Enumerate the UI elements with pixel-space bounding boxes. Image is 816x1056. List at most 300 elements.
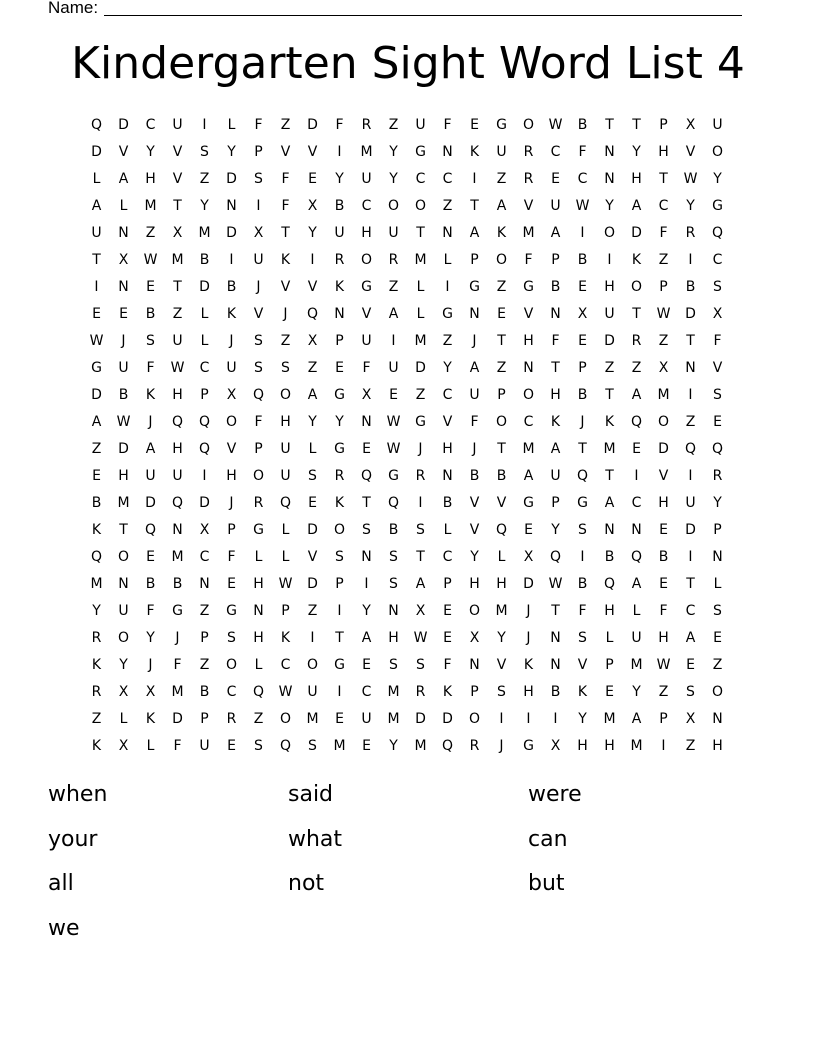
grid-letter: S	[254, 738, 263, 754]
grid-letter: R	[685, 225, 696, 241]
grid-letter: M	[603, 711, 616, 727]
grid-letter: U	[550, 468, 561, 484]
grid-letter: F	[659, 603, 668, 619]
grid-letter: A	[415, 576, 426, 592]
grid-letter: L	[119, 198, 128, 214]
grid-letter: Z	[685, 414, 696, 430]
grid-letter: I	[688, 549, 693, 565]
grid-letter: N	[442, 144, 453, 160]
grid-letter: F	[524, 252, 533, 268]
grid-letter: I	[391, 333, 396, 349]
grid-letter: D	[307, 576, 318, 592]
grid-letter: Y	[362, 603, 371, 619]
grid-letter: N	[118, 279, 129, 295]
grid-letter: O	[225, 414, 238, 430]
grid-letter: Z	[658, 684, 669, 700]
grid-letter: O	[495, 252, 508, 268]
grid-letter: Q	[171, 495, 184, 511]
grid-letter: M	[360, 144, 373, 160]
grid-letter: V	[280, 144, 291, 160]
grid-letter: H	[388, 630, 399, 646]
grid-letter: V	[469, 495, 480, 511]
grid-letter: C	[199, 360, 210, 376]
grid-letter: F	[470, 414, 479, 430]
grid-letter: M	[144, 198, 157, 214]
grid-letter: T	[497, 333, 506, 349]
grid-letter: E	[659, 576, 668, 592]
grid-letter: E	[632, 441, 641, 457]
grid-letter: V	[118, 144, 129, 160]
grid-letter: Q	[711, 225, 724, 241]
grid-letter: W	[413, 630, 428, 646]
grid-letter: S	[146, 333, 155, 349]
grid-letter: V	[280, 279, 291, 295]
grid-letter: X	[469, 630, 480, 646]
grid-letter: J	[148, 657, 153, 673]
grid-letter: A	[631, 711, 642, 727]
grid-letter: H	[469, 576, 480, 592]
grid-letter: I	[229, 252, 234, 268]
grid-letter: S	[713, 279, 722, 295]
grid-letter: U	[172, 333, 183, 349]
grid-letter: M	[522, 225, 535, 241]
grid-letter: E	[308, 495, 317, 511]
grid-letter: U	[361, 333, 372, 349]
grid-letter: Y	[92, 603, 101, 619]
grid-letter: I	[688, 387, 693, 403]
grid-letter: T	[173, 198, 182, 214]
grid-letter: N	[550, 630, 561, 646]
grid-letter: U	[361, 171, 372, 187]
grid-letter: O	[414, 198, 427, 214]
word-list-item: we	[48, 915, 80, 941]
grid-letter: U	[280, 441, 291, 457]
grid-letter: E	[713, 414, 722, 430]
grid-letter: H	[253, 630, 264, 646]
grid-letter: D	[91, 144, 102, 160]
grid-letter: L	[146, 738, 155, 754]
grid-row	[83, 436, 731, 463]
grid-letter: E	[335, 711, 344, 727]
grid-letter: Z	[658, 333, 669, 349]
grid-letter: U	[388, 225, 399, 241]
grid-letter: U	[118, 603, 129, 619]
grid-letter: L	[308, 441, 317, 457]
grid-letter: S	[389, 657, 398, 673]
grid-letter: P	[470, 684, 479, 700]
grid-letter: P	[281, 603, 290, 619]
grid-letter: Q	[198, 441, 211, 457]
grid-letter: S	[254, 360, 263, 376]
grid-letter: X	[307, 333, 318, 349]
grid-letter: T	[605, 117, 614, 133]
grid-letter: E	[551, 171, 560, 187]
grid-letter: C	[712, 252, 723, 268]
grid-letter: K	[145, 387, 156, 403]
grid-letter: F	[254, 117, 263, 133]
grid-row	[83, 679, 731, 706]
grid-letter: I	[418, 495, 423, 511]
grid-letter: T	[686, 576, 695, 592]
grid-letter: Z	[496, 360, 507, 376]
grid-letter: L	[416, 279, 425, 295]
grid-letter: V	[685, 144, 696, 160]
grid-letter: Y	[335, 171, 344, 187]
grid-letter: R	[334, 468, 345, 484]
grid-letter: X	[226, 387, 237, 403]
grid-letter: K	[496, 225, 507, 241]
grid-letter: L	[254, 549, 263, 565]
grid-letter: E	[227, 576, 236, 592]
grid-letter: I	[688, 252, 693, 268]
grid-letter: Y	[308, 225, 317, 241]
grid-letter: Z	[496, 171, 507, 187]
grid-letter: P	[551, 495, 560, 511]
grid-letter: S	[713, 387, 722, 403]
grid-letter: M	[198, 225, 211, 241]
grid-letter: K	[604, 414, 615, 430]
grid-letter: K	[91, 738, 102, 754]
grid-letter: Y	[605, 198, 614, 214]
grid-letter: W	[656, 657, 671, 673]
grid-letter: I	[337, 603, 342, 619]
grid-letter: M	[630, 738, 643, 754]
grid-letter: Y	[470, 549, 479, 565]
grid-letter: I	[445, 279, 450, 295]
grid-letter: G	[361, 279, 372, 295]
grid-letter: G	[523, 279, 534, 295]
grid-letter: D	[685, 522, 696, 538]
grid-letter: B	[685, 279, 696, 295]
grid-letter: H	[712, 738, 723, 754]
grid-row	[83, 625, 731, 652]
grid-letter: Y	[389, 144, 398, 160]
grid-letter: W	[683, 171, 698, 187]
grid-letter: E	[659, 522, 668, 538]
grid-row	[83, 301, 731, 328]
grid-letter: O	[306, 657, 319, 673]
grid-letter: A	[631, 387, 642, 403]
grid-letter: G	[334, 657, 345, 673]
grid-letter: Z	[91, 711, 102, 727]
grid-letter: B	[226, 279, 237, 295]
grid-letter: Y	[686, 198, 695, 214]
grid-letter: V	[172, 171, 183, 187]
grid-letter: U	[712, 117, 723, 133]
grid-letter: W	[170, 360, 185, 376]
grid-letter: W	[656, 306, 671, 322]
grid-letter: Z	[712, 657, 723, 673]
grid-letter: P	[200, 630, 209, 646]
grid-letter: P	[578, 360, 587, 376]
grid-letter: M	[630, 657, 643, 673]
grid-letter: V	[307, 549, 318, 565]
grid-letter: U	[631, 630, 642, 646]
grid-letter: E	[146, 279, 155, 295]
grid-letter: X	[550, 738, 561, 754]
grid-letter: O	[333, 522, 346, 538]
grid-letter: P	[470, 252, 479, 268]
grid-letter: D	[118, 441, 129, 457]
grid-letter: D	[631, 225, 642, 241]
grid-letter: T	[470, 198, 479, 214]
grid-letter: S	[713, 603, 722, 619]
grid-letter: O	[495, 414, 508, 430]
grid-letter: I	[526, 711, 531, 727]
grid-letter: H	[361, 225, 372, 241]
grid-letter: O	[279, 711, 292, 727]
grid-letter: Z	[658, 252, 669, 268]
grid-letter: T	[92, 252, 101, 268]
grid-letter: E	[497, 306, 506, 322]
grid-letter: S	[227, 630, 236, 646]
grid-letter: Z	[172, 306, 183, 322]
grid-letter: O	[603, 225, 616, 241]
grid-letter: G	[415, 144, 426, 160]
grid-letter: Q	[549, 549, 562, 565]
grid-letter: P	[335, 576, 344, 592]
grid-letter: C	[550, 144, 561, 160]
grid-letter: O	[387, 198, 400, 214]
grid-letter: V	[307, 279, 318, 295]
grid-letter: A	[523, 468, 534, 484]
grid-letter: F	[551, 333, 560, 349]
grid-letter: P	[497, 387, 506, 403]
grid-letter: H	[118, 468, 129, 484]
grid-letter: W	[143, 252, 158, 268]
grid-letter: W	[278, 576, 293, 592]
grid-letter: E	[443, 603, 452, 619]
grid-letter: F	[281, 198, 290, 214]
grid-letter: Q	[171, 414, 184, 430]
grid-letter: M	[414, 333, 427, 349]
word-list-item: your	[48, 826, 98, 852]
grid-letter: V	[226, 441, 237, 457]
grid-letter: M	[495, 603, 508, 619]
grid-letter: S	[389, 549, 398, 565]
grid-letter: B	[388, 522, 399, 538]
grid-letter: C	[199, 549, 210, 565]
grid-letter: D	[415, 711, 426, 727]
grid-letter: Q	[603, 576, 616, 592]
grid-letter: B	[172, 576, 183, 592]
grid-letter: I	[553, 711, 558, 727]
grid-letter: D	[199, 495, 210, 511]
grid-letter: N	[199, 576, 210, 592]
grid-letter: Q	[630, 414, 643, 430]
grid-letter: U	[253, 252, 264, 268]
grid-letter: V	[496, 657, 507, 673]
grid-row	[83, 733, 731, 760]
grid-letter: O	[360, 252, 373, 268]
grid-letter: U	[415, 117, 426, 133]
word-list-item: said	[288, 782, 334, 807]
grid-letter: H	[550, 387, 561, 403]
grid-letter: H	[226, 468, 237, 484]
grid-letter: B	[118, 387, 129, 403]
grid-letter: Z	[415, 387, 426, 403]
grid-letter: E	[443, 630, 452, 646]
grid-letter: T	[632, 306, 641, 322]
grid-letter: A	[469, 225, 480, 241]
grid-letter: D	[523, 576, 534, 592]
grid-letter: B	[334, 198, 345, 214]
grid-letter: O	[252, 468, 265, 484]
grid-letter: G	[469, 279, 480, 295]
grid-letter: A	[496, 198, 507, 214]
grid-letter: T	[362, 495, 371, 511]
grid-letter: L	[92, 171, 101, 187]
grid-letter: R	[469, 738, 480, 754]
grid-letter: O	[279, 387, 292, 403]
grid-letter: A	[550, 225, 561, 241]
grid-letter: N	[118, 576, 129, 592]
grid-letter: Z	[145, 225, 156, 241]
grid-letter: C	[442, 171, 453, 187]
grid-letter: X	[523, 549, 534, 565]
grid-letter: Q	[90, 549, 103, 565]
grid-letter: X	[253, 225, 264, 241]
grid-letter: R	[415, 684, 426, 700]
grid-letter: L	[416, 306, 425, 322]
grid-letter: P	[443, 576, 452, 592]
grid-letter: L	[281, 522, 290, 538]
grid-letter: G	[226, 603, 237, 619]
grid-letter: H	[523, 333, 534, 349]
grid-letter: W	[548, 117, 563, 133]
grid-letter: C	[361, 198, 372, 214]
grid-letter: Y	[632, 144, 641, 160]
grid-letter: E	[119, 306, 128, 322]
grid-letter: O	[657, 414, 670, 430]
grid-letter: I	[310, 252, 315, 268]
grid-letter: X	[199, 522, 210, 538]
grid-letter: N	[550, 306, 561, 322]
grid-letter: M	[387, 684, 400, 700]
grid-letter: Q	[198, 414, 211, 430]
grid-row	[83, 652, 731, 679]
grid-letter: Z	[307, 360, 318, 376]
grid-letter: T	[497, 441, 506, 457]
grid-letter: K	[442, 684, 453, 700]
grid-letter: J	[472, 333, 477, 349]
grid-letter: U	[172, 117, 183, 133]
grid-letter: C	[415, 171, 426, 187]
grid-letter: H	[604, 603, 615, 619]
grid-letter: Q	[90, 117, 103, 133]
word-list-item: can	[528, 826, 568, 852]
grid-letter: G	[253, 522, 264, 538]
grid-letter: V	[253, 306, 264, 322]
grid-letter: Q	[279, 738, 292, 754]
grid-letter: T	[632, 117, 641, 133]
grid-letter: Q	[576, 468, 589, 484]
grid-letter: E	[605, 684, 614, 700]
grid-letter: D	[307, 117, 318, 133]
grid-letter: S	[200, 144, 209, 160]
grid-letter: L	[281, 549, 290, 565]
grid-letter: U	[172, 468, 183, 484]
grid-letter: I	[202, 117, 207, 133]
grid-letter: N	[685, 360, 696, 376]
grid-letter: R	[415, 468, 426, 484]
grid-letter: G	[172, 603, 183, 619]
grid-letter: K	[334, 495, 345, 511]
word-list-item: when	[48, 782, 108, 807]
grid-letter: D	[415, 360, 426, 376]
grid-letter: D	[604, 333, 615, 349]
grid-letter: M	[333, 738, 346, 754]
grid-letter: N	[604, 522, 615, 538]
grid-letter: K	[469, 144, 480, 160]
grid-letter: N	[172, 522, 183, 538]
grid-letter: I	[472, 171, 477, 187]
grid-letter: U	[145, 468, 156, 484]
grid-letter: G	[442, 306, 453, 322]
grid-letter: B	[604, 549, 615, 565]
grid-letter: K	[280, 630, 291, 646]
grid-letter: Z	[496, 279, 507, 295]
grid-letter: S	[578, 522, 587, 538]
grid-letter: O	[117, 630, 130, 646]
grid-letter: P	[659, 117, 668, 133]
grid-letter: D	[307, 522, 318, 538]
word-list	[48, 778, 768, 956]
grid-letter: X	[307, 198, 318, 214]
grid-letter: H	[145, 171, 156, 187]
grid-row	[83, 463, 731, 490]
grid-letter: B	[658, 549, 669, 565]
grid-letter: V	[523, 198, 534, 214]
grid-row	[83, 517, 731, 544]
grid-letter: O	[711, 684, 724, 700]
grid-letter: A	[307, 387, 318, 403]
grid-letter: P	[227, 522, 236, 538]
grid-letter: U	[334, 225, 345, 241]
grid-letter: H	[172, 441, 183, 457]
grid-row	[83, 220, 731, 247]
grid-letter: F	[281, 171, 290, 187]
grid-letter: L	[227, 117, 236, 133]
grid-letter: V	[361, 306, 372, 322]
grid-letter: F	[578, 603, 587, 619]
grid-letter: Z	[388, 117, 399, 133]
grid-row	[83, 409, 731, 436]
grid-letter: D	[442, 711, 453, 727]
grid-letter: C	[685, 603, 696, 619]
grid-letter: E	[686, 657, 695, 673]
grid-letter: N	[631, 522, 642, 538]
grid-letter: D	[145, 495, 156, 511]
grid-letter: R	[226, 711, 237, 727]
grid-letter: R	[253, 495, 264, 511]
word-list-item: but	[528, 871, 565, 896]
grid-letter: D	[172, 711, 183, 727]
grid-letter: E	[146, 549, 155, 565]
grid-letter: G	[91, 360, 102, 376]
grid-letter: J	[121, 333, 126, 349]
grid-letter: S	[497, 684, 506, 700]
grid-row	[83, 166, 731, 193]
grid-letter: D	[199, 279, 210, 295]
grid-letter: S	[416, 657, 425, 673]
grid-letter: P	[254, 441, 263, 457]
grid-letter: A	[91, 414, 102, 430]
grid-letter: Z	[631, 360, 642, 376]
grid-letter: N	[469, 306, 480, 322]
grid-letter: E	[92, 306, 101, 322]
grid-letter: H	[253, 576, 264, 592]
